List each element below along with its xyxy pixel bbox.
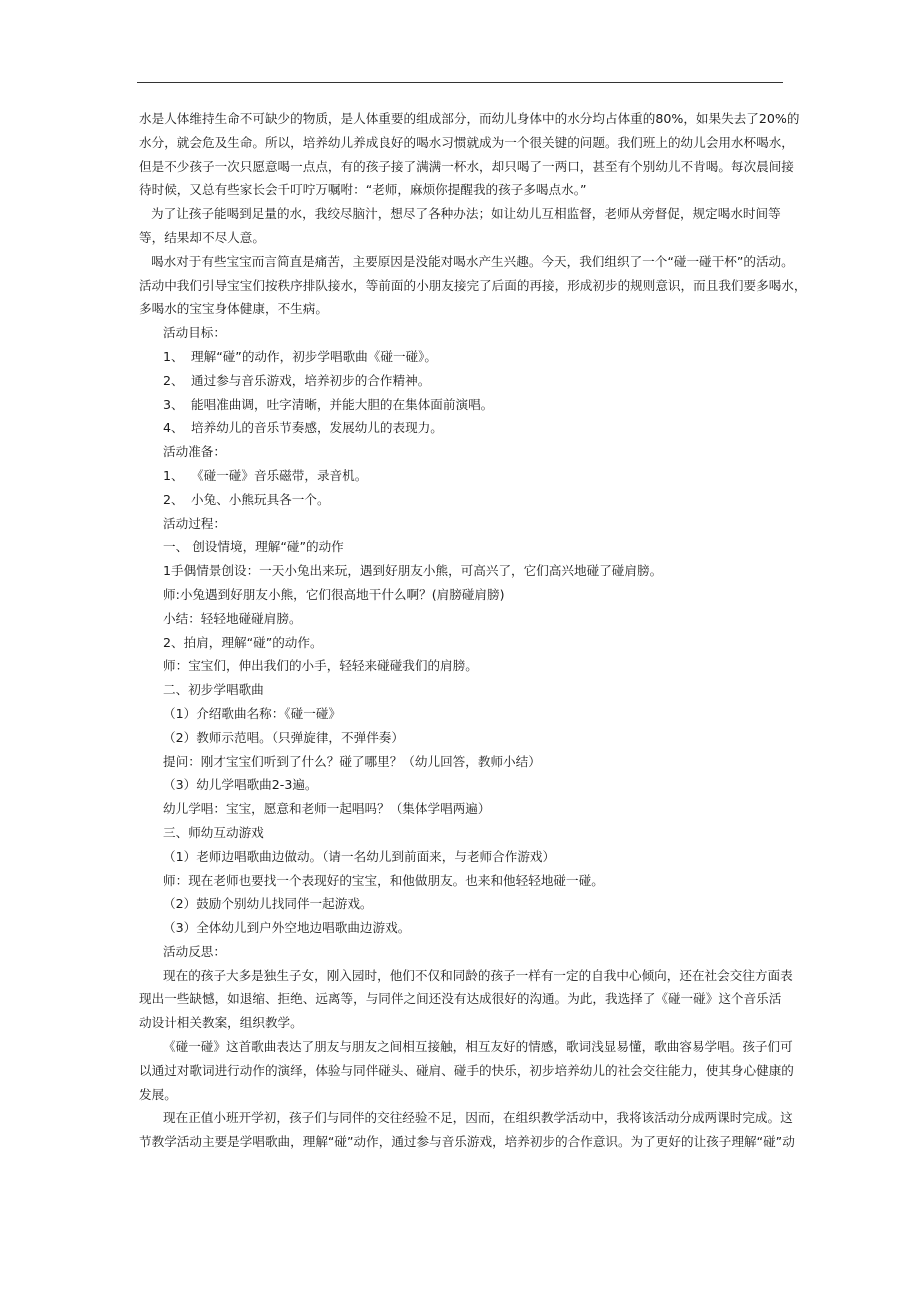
list-number: 1、 — [163, 348, 184, 364]
text-line: 但是不少孩子一次只愿意喝一点点，有的孩子接了满满一杯水，却只喝了一两口，甚至有个别幼儿不肯喝。每次晨间接 — [139, 158, 794, 174]
list-item — [139, 393, 785, 417]
text-line: 一、 创设情境，理解“碰”的动作 — [163, 539, 344, 555]
list-text: 通过参与音乐游戏，培养初步的合作精神。 — [191, 372, 431, 388]
text-line: （1）介绍歌曲名称：《碰一碰》 — [163, 705, 342, 721]
list-number: 4、 — [163, 420, 184, 436]
text-line: 小结：轻轻地碰碰肩膀。 — [163, 610, 302, 626]
text-line: 1手偶情景创设：一天小兔出来玩，遇到好朋友小熊，可高兴了，它们高兴地碰了碰肩膀。 — [163, 563, 663, 579]
text-line: （3）全体幼儿到户外空地边唱歌曲边游戏。 — [163, 920, 411, 936]
list-text: 《碰一碰》音乐磁带，录音机。 — [191, 467, 368, 483]
list-item — [139, 464, 785, 488]
text-line: 节教学活动主要是学唱歌曲，理解“碰”动作，通过参与音乐游戏，培养初步的合作意识。为了更好的让孩子理解“碰”动 — [139, 1134, 795, 1150]
list-text: 培养幼儿的音乐节奏感，发展幼儿的表现力。 — [191, 420, 443, 436]
text-line: 多喝水的宝宝身体健康，不生病。 — [139, 301, 328, 317]
section-heading: 活动准备： — [163, 444, 226, 460]
text-line: 为了让孩子能喝到足量的水，我绞尽脑汁，想尽了各种办法；如让幼儿互相监督，老师从旁督促，规定喝水时间等 — [151, 206, 781, 222]
text-line: 师:小兔遇到好朋友小熊，它们很高地干什么啊？(肩膀碰肩膀) — [163, 586, 505, 602]
text-line: （1）老师边唱歌曲边做动。（请一名幼儿到前面来，与老师合作游戏） — [163, 848, 556, 864]
text-line: 等，结果却不尽人意。 — [139, 229, 265, 245]
text-line: 活动中我们引导宝宝们按秩序排队接水，等前面的小朋友接完了后面的再接，形成初步的规则意识，而且我们要多喝水， — [139, 277, 807, 293]
text-line: 二、初步学唱歌曲 — [163, 682, 264, 698]
list-number: 3、 — [163, 396, 184, 412]
text-line: 水分，就会危及生命。所以，培养幼儿养成良好的喝水习惯就成为一个很关键的问题。我们班上的幼儿会用水杯喝水， — [139, 134, 794, 150]
text-line: 《碰一碰》这首歌曲表达了朋友与朋友之间相互接触，相互友好的情感，歌词浅显易懂，歌曲容易学唱。孩子们可 — [163, 1039, 793, 1055]
list-text: 理解“碰”的动作，初步学唱歌曲《碰一碰》。 — [191, 348, 438, 364]
list-item — [139, 345, 785, 369]
list-item — [139, 369, 785, 393]
text-line: 动设计相关教案，组织教学。 — [139, 1015, 303, 1031]
list-item — [139, 416, 785, 440]
section-heading: 活动目标： — [163, 325, 226, 341]
text-line: 以通过对歌词进行动作的演绎，体验与同伴碰头、碰肩、碰手的快乐，初步培养幼儿的社会交往能力，使其身心健康的 — [139, 1062, 794, 1078]
text-line: （2）鼓励个别幼儿找同伴一起游戏。 — [163, 896, 373, 912]
text-line: 幼儿学唱：宝宝，愿意和老师一起唱吗？（集体学唱两遍） — [163, 801, 491, 817]
text-line: （2）教师示范唱。（只弹旋律，不弹伴奏） — [163, 729, 404, 745]
list-item — [139, 488, 785, 512]
text-line: 现出一些缺憾，如退缩、拒绝、远离等，与同伴之间还没有达成很好的沟通。为此，我选择了《碰一碰》这个音乐活 — [139, 991, 782, 1007]
text-line: 三、师幼互动游戏 — [163, 824, 264, 840]
section-heading: 活动过程： — [163, 515, 226, 531]
header-rule — [137, 82, 783, 83]
list-number: 1、 — [163, 467, 184, 483]
text-line: 水是人体维持生命不可缺少的物质，是人体重要的组成部分，而幼儿身体中的水分均占体重的80%，如果失去了20%的 — [139, 111, 800, 126]
text-line: 待时候，又总有些家长会千叮咛万嘱咐：“老师，麻烦你提醒我的孩子多喝点水。” — [139, 182, 587, 198]
list-text: 小兔、小熊玩具各一个。 — [191, 491, 330, 507]
text-line: 喝水对于有些宝宝而言简直是痛苦，主要原因是没能对喝水产生兴趣。今天，我们组织了一个“碰一碰干杯”的活动。 — [151, 253, 794, 269]
list-number: 2、 — [163, 372, 184, 388]
text-line: 2、拍肩，理解“碰”的动作。 — [163, 634, 323, 650]
section-heading: 活动反思： — [163, 943, 226, 959]
text-line: 现在的孩子大多是独生子女，刚入园时，他们不仅和同龄的孩子一样有一定的自我中心倾向，还在社会交往方面表 — [163, 967, 793, 983]
list-text: 能唱准曲调，吐字清晰，并能大胆的在集体面前演唱。 — [191, 396, 494, 412]
text-line: 发展。 — [139, 1086, 177, 1102]
text-line: 提问：刚才宝宝们听到了什么？碰了哪里？（幼儿回答，教师小结） — [163, 753, 541, 769]
text-line: （3）幼儿学唱歌曲2-3遍。 — [163, 777, 318, 793]
document-body — [139, 107, 807, 1154]
text-line: 现在正值小班开学初，孩子们与同伴的交往经验不足，因而，在组织教学活动中，我将该活动分成两课时完成。这 — [163, 1110, 793, 1126]
text-line: 师：现在老师也要找一个表现好的宝宝，和他做朋友。也来和他轻轻地碰一碰。 — [163, 872, 604, 888]
text-line: 师：宝宝们，伸出我们的小手，轻轻来碰碰我们的肩膀。 — [163, 658, 478, 674]
list-number: 2、 — [163, 491, 184, 507]
